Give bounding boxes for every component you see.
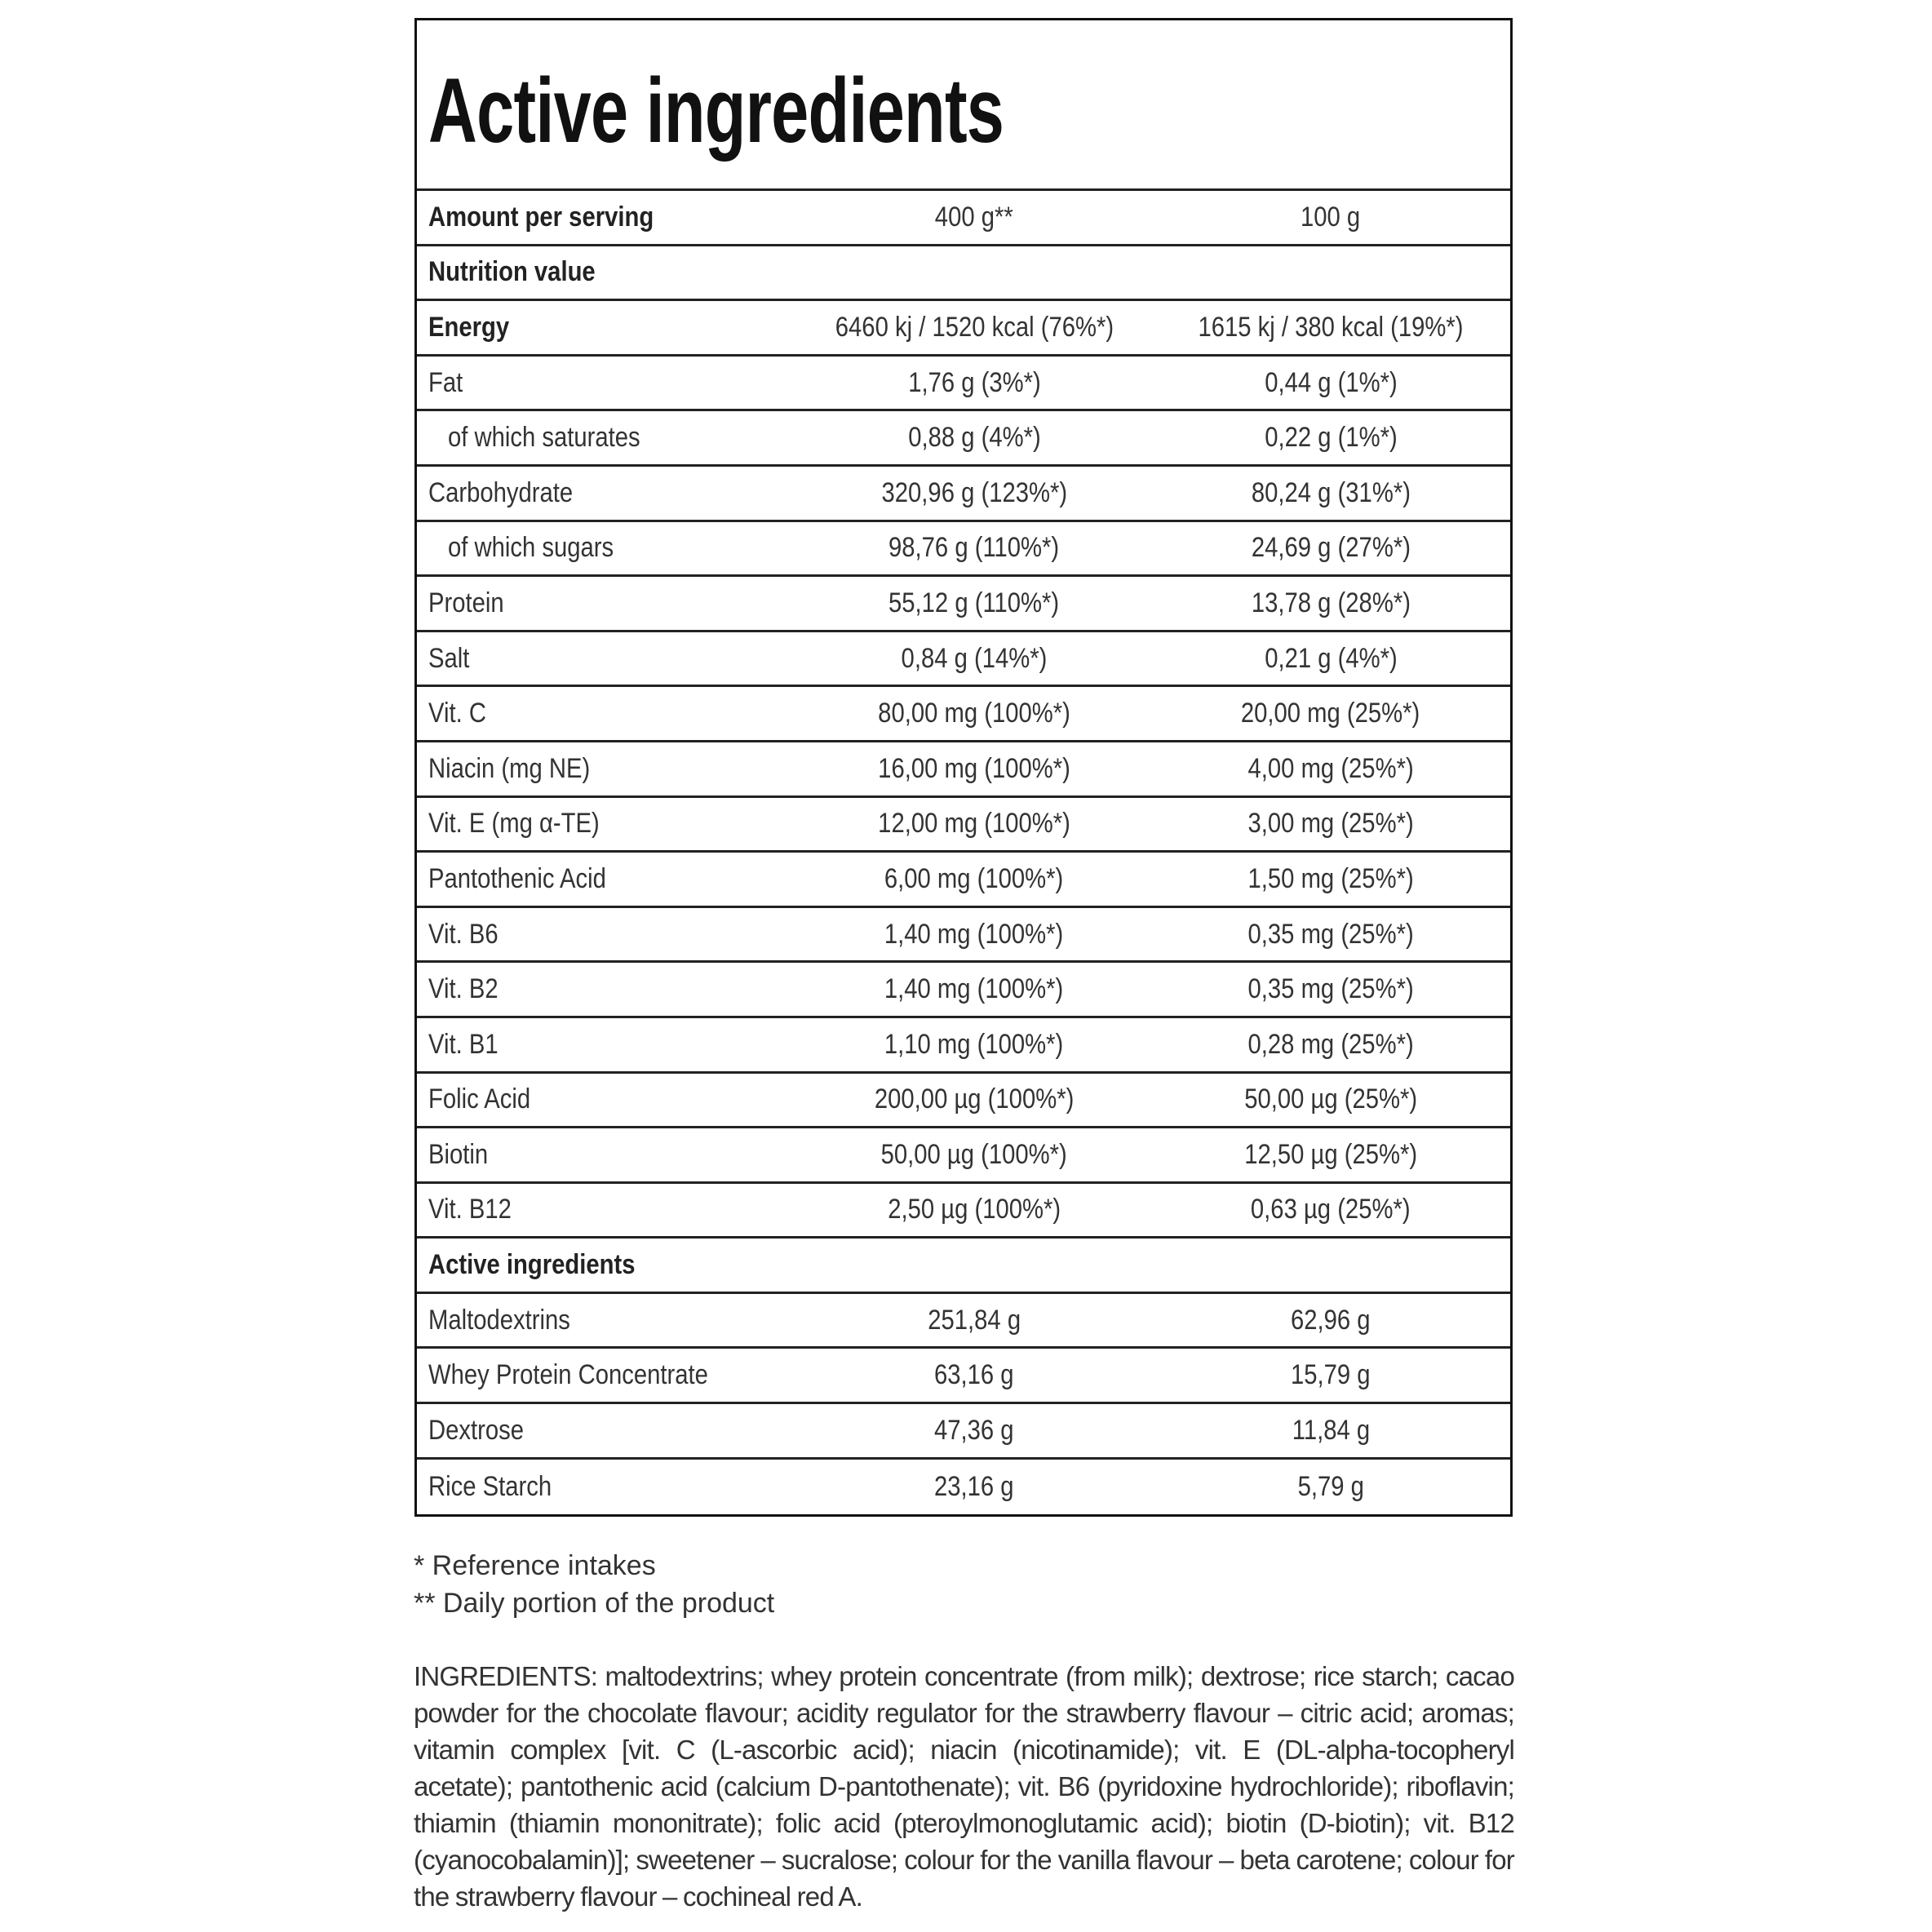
- table-row: [417, 908, 1510, 964]
- table-row: [417, 853, 1510, 908]
- row-label: [417, 202, 797, 233]
- value-per-100g-text: 13,78 g (28%*): [1251, 587, 1411, 618]
- ingredients-text: INGREDIENTS: maltodextrins; whey protein concentrate (from milk); dextrose; rice starch; cacao powder for the chocolate flavour; acidity regulator for the strawberry flavour – citric acid; aromas; vitamin complex [vit. C (L-ascorbic acid); niacin (nicotinamide); vit. E (DL-alpha-tocopheryl acetate); pantothenic acid (calcium D-pantothenate); vit. B6 (pyridoxine hydrochloride); riboflavin; thiamin (thiamin mononitrate); folic acid (pteroylmonoglutamic acid); biotin (D-biotin); vit. B12 (cyanocobalamin)]; sweetener – sucralose; colour for the vanilla flavour – beta carotene; colour for the strawberry flavour – cochineal red A.: [414, 1661, 1514, 1912]
- row-label: [417, 422, 797, 454]
- value-per-serving-text: 23,16 g: [934, 1470, 1014, 1502]
- row-label-text: Vit. B2: [428, 973, 499, 1005]
- value-per-100g: [1151, 753, 1510, 785]
- table-row: [417, 1349, 1510, 1404]
- table-row: [417, 1460, 1510, 1515]
- value-per-100g-text: 50,00 µg (25%*): [1244, 1083, 1417, 1115]
- row-label-text: Fat: [428, 366, 463, 398]
- row-label: [417, 256, 797, 288]
- table-row: [417, 798, 1510, 853]
- row-label: [417, 753, 797, 785]
- row-label-text: Amount per serving: [428, 201, 654, 233]
- row-label: [417, 477, 797, 509]
- value-per-serving-text: 1,40 mg (100%*): [884, 918, 1064, 950]
- value-per-100g-text: 11,84 g: [1292, 1414, 1370, 1446]
- value-per-100g: [1151, 973, 1510, 1005]
- value-per-serving-text: 1,40 mg (100%*): [884, 973, 1064, 1005]
- value-per-serving-text: 16,00 mg (100%*): [878, 752, 1070, 784]
- row-label-text: Rice Starch: [428, 1470, 552, 1502]
- value-per-serving: [797, 312, 1151, 343]
- row-label-text: Protein: [428, 587, 504, 618]
- value-per-100g: [1151, 863, 1510, 895]
- value-per-serving: [797, 973, 1151, 1005]
- value-per-serving: [797, 256, 1151, 288]
- value-per-100g-text: 1,50 mg (25%*): [1247, 862, 1414, 894]
- row-label-text: Vit. E (mg α-TE): [428, 808, 600, 840]
- value-per-100g: [1151, 808, 1510, 840]
- row-label: [417, 1471, 797, 1503]
- value-per-100g-text: 0,28 mg (25%*): [1247, 1028, 1414, 1060]
- value-per-serving: [797, 1305, 1151, 1336]
- value-per-serving: [797, 643, 1151, 675]
- table-row: [417, 1404, 1510, 1460]
- value-per-100g-text: 5,79 g: [1297, 1470, 1364, 1502]
- row-label: [417, 1083, 797, 1115]
- row-label-text: Nutrition value: [428, 256, 596, 288]
- value-per-100g: [1151, 367, 1510, 399]
- row-label-text: Maltodextrins: [428, 1304, 570, 1336]
- value-per-100g-text: 0,44 g (1%*): [1264, 366, 1398, 398]
- row-label-text: Carbohydrate: [428, 476, 574, 508]
- row-label: [417, 698, 797, 729]
- value-per-serving: [797, 919, 1151, 950]
- value-per-serving-text: 12,00 mg (100%*): [878, 808, 1070, 840]
- value-per-100g-text: 62,96 g: [1291, 1304, 1371, 1336]
- value-per-100g: [1151, 1415, 1510, 1447]
- value-per-serving: [797, 1083, 1151, 1115]
- value-per-100g-text: 0,35 mg (25%*): [1247, 973, 1414, 1005]
- value-per-serving-text: 200,00 µg (100%*): [874, 1083, 1075, 1115]
- value-per-100g: [1151, 643, 1510, 675]
- value-per-100g: [1151, 698, 1510, 729]
- row-label: [417, 973, 797, 1005]
- footnotes: [414, 1547, 774, 1622]
- value-per-serving: [797, 1415, 1151, 1447]
- value-per-100g: [1151, 532, 1510, 564]
- value-per-100g: [1151, 202, 1510, 233]
- value-per-serving: [797, 532, 1151, 564]
- value-per-100g-text: 4,00 mg (25%*): [1247, 752, 1414, 784]
- value-per-100g-text: 0,22 g (1%*): [1264, 422, 1398, 454]
- value-per-100g: [1151, 1029, 1510, 1061]
- row-label-text: Vit. B6: [428, 918, 499, 950]
- value-per-serving-text: 320,96 g (123%*): [881, 476, 1067, 508]
- row-label-text: Salt: [428, 642, 470, 674]
- value-per-100g-text: 12,50 µg (25%*): [1244, 1138, 1417, 1170]
- row-label-text: Vit. C: [428, 698, 486, 729]
- value-per-100g-text: 80,24 g (31%*): [1251, 476, 1411, 508]
- value-per-100g: [1151, 1083, 1510, 1115]
- row-label: [417, 1359, 797, 1391]
- value-per-serving-text: 1,10 mg (100%*): [884, 1028, 1064, 1060]
- row-label: [417, 1415, 797, 1447]
- table-title-row: [417, 20, 1510, 191]
- table-row: [417, 411, 1510, 467]
- row-label: [417, 1139, 797, 1171]
- value-per-serving-text: 98,76 g (110%*): [888, 532, 1060, 564]
- value-per-serving: [797, 753, 1151, 785]
- value-per-100g: [1151, 1139, 1510, 1171]
- value-per-serving: [797, 422, 1151, 454]
- row-label-text: Whey Protein Concentrate: [428, 1359, 708, 1391]
- value-per-serving: [797, 1194, 1151, 1225]
- value-per-serving: [797, 808, 1151, 840]
- footnote-daily-portion: ** Daily portion of the product: [414, 1588, 775, 1619]
- row-label-text: Vit. B1: [428, 1028, 499, 1060]
- value-per-serving-text: 50,00 µg (100%*): [880, 1138, 1068, 1170]
- value-per-100g-text: 20,00 mg (25%*): [1241, 698, 1420, 729]
- table-row: [417, 687, 1510, 742]
- value-per-serving-text: 251,84 g: [928, 1304, 1021, 1336]
- row-label: [417, 808, 797, 840]
- value-per-serving-text: 55,12 g (110%*): [888, 587, 1060, 618]
- value-per-100g: [1151, 1249, 1510, 1281]
- table-row: [417, 632, 1510, 688]
- value-per-serving-text: 80,00 mg (100%*): [878, 698, 1070, 729]
- table-row: [417, 246, 1510, 302]
- footnote-reference-intakes: * Reference intakes: [414, 1550, 656, 1581]
- value-per-serving: [797, 698, 1151, 729]
- value-per-serving: [797, 477, 1151, 509]
- page-title: Active ingredients: [428, 60, 1004, 162]
- value-per-100g-text: 15,79 g: [1291, 1359, 1371, 1391]
- row-label-text: Niacin (mg NE): [428, 752, 591, 784]
- value-per-100g: [1151, 1359, 1510, 1391]
- value-per-serving: [797, 367, 1151, 399]
- row-label: [417, 312, 797, 343]
- value-per-100g-text: 0,35 mg (25%*): [1247, 918, 1414, 950]
- row-label-text: Energy: [428, 311, 510, 343]
- value-per-100g: [1151, 422, 1510, 454]
- row-label-text: Vit. B12: [428, 1194, 512, 1225]
- row-label-text: Pantothenic Acid: [428, 862, 606, 894]
- table-row: [417, 577, 1510, 632]
- value-per-100g: [1151, 1305, 1510, 1336]
- row-label: [417, 587, 797, 619]
- row-label-text: Folic Acid: [428, 1083, 531, 1115]
- row-label-text: Active ingredients: [428, 1249, 636, 1281]
- value-per-serving-text: 6,00 mg (100%*): [884, 862, 1064, 894]
- value-per-100g: [1151, 312, 1510, 343]
- value-per-100g-text: 0,21 g (4%*): [1264, 642, 1398, 674]
- value-per-serving: [797, 587, 1151, 619]
- row-label-text: of which saturates: [448, 422, 640, 454]
- value-per-serving-text: 400 g**: [935, 201, 1013, 233]
- value-per-serving-text: 1,76 g (3%*): [907, 366, 1041, 398]
- value-per-serving-text: 6460 kj / 1520 kcal (76%*): [835, 311, 1114, 343]
- value-per-serving: [797, 1029, 1151, 1061]
- table-body: [417, 191, 1510, 1514]
- row-label: [417, 919, 797, 950]
- value-per-serving-text: 63,16 g: [934, 1359, 1014, 1391]
- table-row: [417, 1128, 1510, 1184]
- row-label: [417, 1249, 797, 1281]
- value-per-serving: [797, 1139, 1151, 1171]
- value-per-100g-text: 3,00 mg (25%*): [1247, 808, 1414, 840]
- table-row: [417, 963, 1510, 1018]
- value-per-100g-text: 24,69 g (27%*): [1251, 532, 1411, 564]
- value-per-100g-text: 100 g: [1301, 201, 1361, 233]
- value-per-100g: [1151, 256, 1510, 288]
- row-label: [417, 367, 797, 399]
- row-label-text: Biotin: [428, 1138, 489, 1170]
- table-row: [417, 1294, 1510, 1349]
- value-per-100g: [1151, 587, 1510, 619]
- row-label: [417, 1305, 797, 1336]
- table-row: [417, 1239, 1510, 1294]
- table-row: [417, 191, 1510, 246]
- value-per-serving-text: 2,50 µg (100%*): [888, 1194, 1061, 1225]
- value-per-serving: [797, 202, 1151, 233]
- table-row: [417, 522, 1510, 578]
- value-per-serving: [797, 1471, 1151, 1503]
- value-per-100g: [1151, 477, 1510, 509]
- value-per-100g-text: 1615 kj / 380 kcal (19%*): [1198, 311, 1464, 343]
- table-row: [417, 357, 1510, 412]
- row-label: [417, 1194, 797, 1225]
- table-row: [417, 742, 1510, 798]
- value-per-serving-text: 47,36 g: [934, 1414, 1014, 1446]
- value-per-100g: [1151, 919, 1510, 950]
- row-label-text: of which sugars: [448, 532, 614, 564]
- nutrition-table: [414, 18, 1513, 1517]
- value-per-100g: [1151, 1471, 1510, 1503]
- table-row: [417, 1074, 1510, 1129]
- row-label: [417, 1029, 797, 1061]
- value-per-serving: [797, 1249, 1151, 1281]
- table-row: [417, 301, 1510, 357]
- row-label-text: Dextrose: [428, 1414, 525, 1446]
- row-label: [417, 643, 797, 675]
- row-label: [417, 863, 797, 895]
- value-per-serving: [797, 863, 1151, 895]
- value-per-100g-text: 0,63 µg (25%*): [1251, 1194, 1411, 1225]
- row-label: [417, 532, 797, 564]
- value-per-serving-text: 0,88 g (4%*): [907, 422, 1041, 454]
- table-row: [417, 1184, 1510, 1239]
- table-row: [417, 1018, 1510, 1074]
- value-per-100g: [1151, 1194, 1510, 1225]
- value-per-serving-text: 0,84 g (14%*): [901, 642, 1048, 674]
- value-per-serving: [797, 1359, 1151, 1391]
- table-row: [417, 467, 1510, 522]
